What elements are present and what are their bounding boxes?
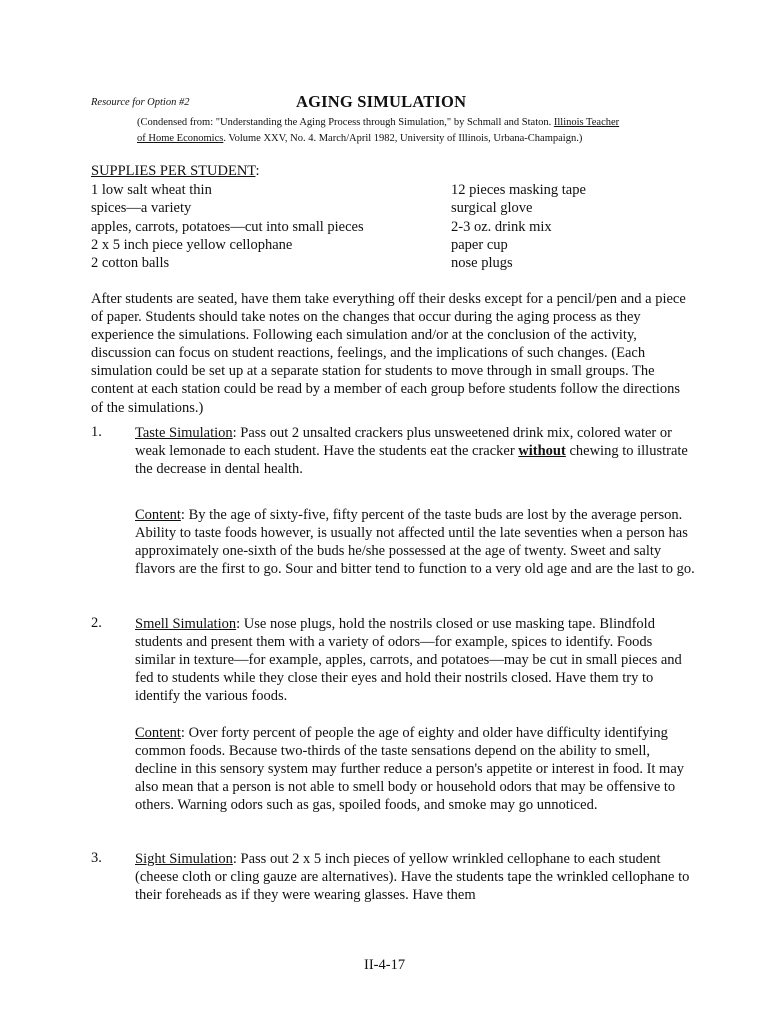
item-heading: Sight Simulation	[135, 851, 233, 867]
content-label: Content	[135, 507, 181, 523]
supply-item: 2 x 5 inch piece yellow cellophane	[91, 236, 293, 253]
item-smell-content: Content: Over forty percent of people the age of eighty and older have difficulty identifying common foods. Because two-thirds of the taste sensations depend on the ability to smell, decline in this sensory system may further reduce a person's appetite or interest in food. It may also mean that a person is not able to smell body or household odors that may be offensive to others. Warning odors such as gas, spoiled foods, and smoke may go unnoticed.	[135, 725, 685, 814]
item-number: 2.	[91, 615, 102, 631]
item-taste-instructions: Taste Simulation: Pass out 2 unsalted crackers plus unsweetened drink mix, colored water or weak lemonade to each student. Have the students eat the cracker without chewing to illustrate the decrease in dental health.	[135, 425, 688, 478]
supply-item: apples, carrots, potatoes—cut into small pieces	[91, 218, 364, 235]
citation-journal: Illinois Teacher of Home Economics	[137, 117, 620, 144]
emphasis-text: without	[518, 443, 566, 460]
item-smell-instructions: Smell Simulation: Use nose plugs, hold the nostrils closed or use masking tape. Blindfold students and present them with a variety of odors—for example, spices to identify. Foods similar in texture—for example, apples, carrots, and potatoes—may be cut in small pieces and fed to students while they close their eyes and hold their nostrils closed. Have them try to identify the various foods.	[135, 616, 682, 705]
supply-item: 12 pieces masking tape	[451, 182, 586, 198]
page-title: AGING SIMULATION	[296, 92, 467, 111]
supply-item: paper cup	[451, 236, 508, 253]
supplies-heading-text: SUPPLIES PER STUDENT	[91, 163, 256, 179]
citation	[137, 115, 627, 147]
citation-suffix: . Volume XXV, No. 4. March/April 1982, University of Illinois, Urbana-Champaign.)	[223, 133, 583, 144]
resource-label: Resource for Option #2	[91, 97, 190, 108]
supply-item: 2 cotton balls	[91, 255, 170, 272]
supply-item: 1 low salt wheat thin	[91, 182, 212, 198]
supply-item: spices—a variety	[91, 200, 192, 217]
supplies-list-right	[451, 181, 586, 272]
content-label: Content	[135, 725, 181, 741]
page-number: II-4-17	[364, 957, 406, 973]
supplies-list-left	[91, 181, 364, 272]
supplies-heading: SUPPLIES PER STUDENT:	[91, 163, 260, 179]
supply-item: 2-3 oz. drink mix	[451, 218, 552, 235]
item-number: 3.	[91, 850, 102, 866]
supply-item: nose plugs	[451, 255, 513, 272]
item-number: 1.	[91, 424, 102, 440]
item-heading: Smell Simulation	[135, 616, 237, 632]
item-heading: Taste Simulation	[135, 425, 233, 441]
intro-paragraph: After students are seated, have them take everything off their desks except for a pencil/pen and a piece of paper. Students should take notes on the changes that occur during the aging process as they experience the simulations. Following each simulation and/or at the conclusion of the activity, discussion can focus on student reactions, feelings, and the implications of such changes. (Each simulation could be set up at a separate station for students to move through in small groups. The content at each station could be read by a member of each group before students follow the directions of the simulations.)	[91, 291, 686, 416]
item-taste-content: Content: By the age of sixty-five, fifty percent of the taste buds are lost by the average person. Ability to taste foods however, is usually not affected until the late seventies when a person has approximately one-sixth of the buds he/she possessed at the age of twenty. Sweet and salty flavors are the first to go. Sour and bitter tend to function to a very old age and are the last to go.	[135, 507, 695, 578]
supply-item: surgical glove	[451, 200, 533, 217]
item-sight-instructions: Sight Simulation: Pass out 2 x 5 inch pieces of yellow wrinkled cellophane to each student (cheese cloth or cling gauze are alternatives). Have the students tape the wrinkled cellophane to their foreheads as if they were wearing glasses. Have them	[135, 851, 690, 904]
citation-prefix: (Condensed from: "Understanding the Aging Process through Simulation," by Schmall and Staton.	[137, 117, 554, 128]
